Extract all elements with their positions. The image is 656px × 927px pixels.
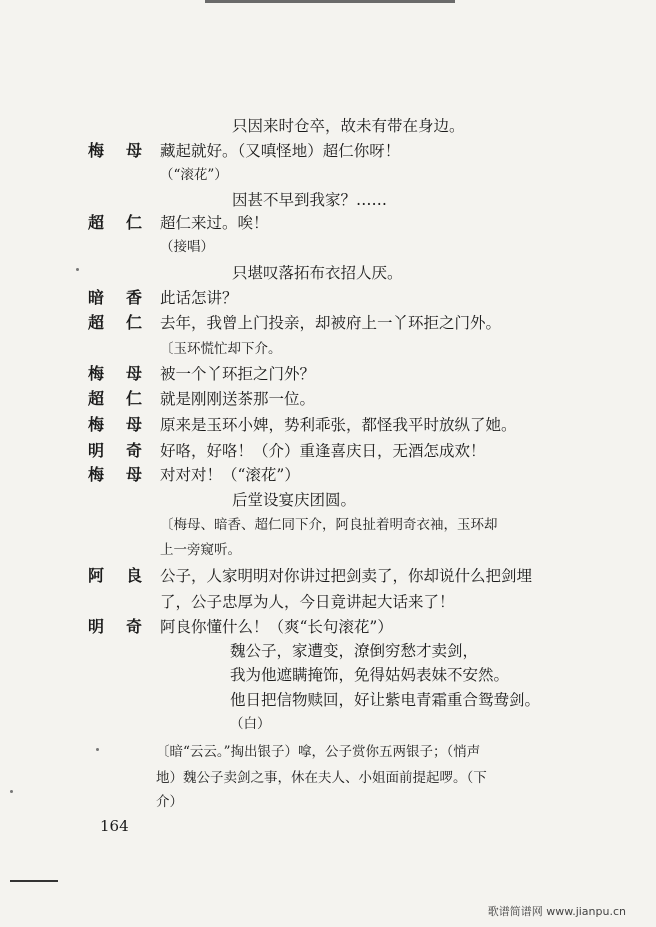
- dialogue-line: 原来是玉环小婢，势利乖张，都怪我平时放纵了她。: [160, 416, 517, 434]
- stage-direction: 上一旁窥听。: [160, 542, 241, 558]
- scan-speck: [96, 748, 99, 751]
- verse-line: 后堂设宴庆团圆。: [232, 491, 357, 509]
- stage-direction: 〔梅母、暗香、超仁同下介，阿良扯着明奇衣袖，玉环却: [160, 517, 498, 533]
- stage-direction: （“滚花”）: [160, 167, 228, 183]
- speaker-name: 明奇: [88, 617, 165, 636]
- verse-line: 因甚不早到我家？……: [232, 191, 388, 209]
- verse-line: 只堪叹落拓布衣招人厌。: [232, 264, 403, 282]
- verse-line: 我为他遮瞒掩饰，免得姑妈表妹不安然。: [230, 666, 510, 684]
- top-rule: [205, 0, 455, 3]
- speaker-name: 超仁: [88, 313, 165, 332]
- dialogue-line: 公子，人家明明对你讲过把剑卖了，你却说什么把剑埋: [160, 567, 533, 585]
- speaker-name: 梅母: [88, 141, 165, 160]
- scan-speck: [10, 790, 13, 793]
- stage-direction: 地）魏公子卖剑之事，休在夫人、小姐面前提起啰。（下: [156, 770, 487, 786]
- stage-direction: 〔玉环慌忙却下介。: [160, 341, 282, 357]
- dialogue-line: 藏起就好。（又嗔怪地）超仁你呀！: [160, 142, 401, 160]
- dialogue-line: 超仁来过。唉！: [160, 214, 269, 232]
- dialogue-line: 被一个丫环拒之门外？: [160, 365, 316, 383]
- stage-direction: （白）: [230, 716, 271, 732]
- speaker-name: 暗香: [88, 288, 165, 307]
- watermark-footer: 歌谱简谱网 www.jianpu.cn: [487, 905, 626, 918]
- dialogue-line: 去年，我曾上门投亲，却被府上一丫环拒之门外。: [160, 314, 502, 332]
- speaker-name: 梅母: [88, 465, 165, 484]
- verse-line: 魏公子，家遭变，潦倒穷愁才卖剑，: [230, 642, 479, 660]
- verse-line: 他日把信物赎回，好让紫电青霜重合鸳鸯剑。: [230, 691, 541, 709]
- dialogue-line: 就是刚刚送茶那一位。: [160, 390, 316, 408]
- speaker-name: 阿良: [88, 566, 165, 585]
- scan-mark: [10, 880, 58, 882]
- dialogue-line: 好咯，好咯！（介）重逢喜庆日，无酒怎成欢！: [160, 442, 486, 460]
- stage-direction: 〔暗“云云。”掏出银子）嗱，公子赏你五两银子；（悄声: [156, 744, 481, 760]
- page-number: 164: [100, 817, 129, 835]
- stage-direction: 介）: [156, 794, 183, 810]
- speaker-name: 明奇: [88, 441, 165, 460]
- verse-line: 只因来时仓卒，故未有带在身边。: [232, 117, 465, 135]
- dialogue-line: 对对对！（“滚花”）: [160, 466, 300, 484]
- scan-speck: [76, 268, 79, 271]
- dialogue-line: 了，公子忠厚为人，今日竟讲起大话来了！: [160, 593, 455, 611]
- stage-direction: （接唱）: [160, 239, 214, 255]
- speaker-name: 超仁: [88, 389, 165, 408]
- speaker-name: 梅母: [88, 415, 165, 434]
- dialogue-line: 此话怎讲？: [160, 289, 238, 307]
- dialogue-line: 阿良你懂什么！（爽“长句滚花”）: [160, 618, 393, 636]
- speaker-name: 超仁: [88, 213, 165, 232]
- speaker-name: 梅母: [88, 364, 165, 383]
